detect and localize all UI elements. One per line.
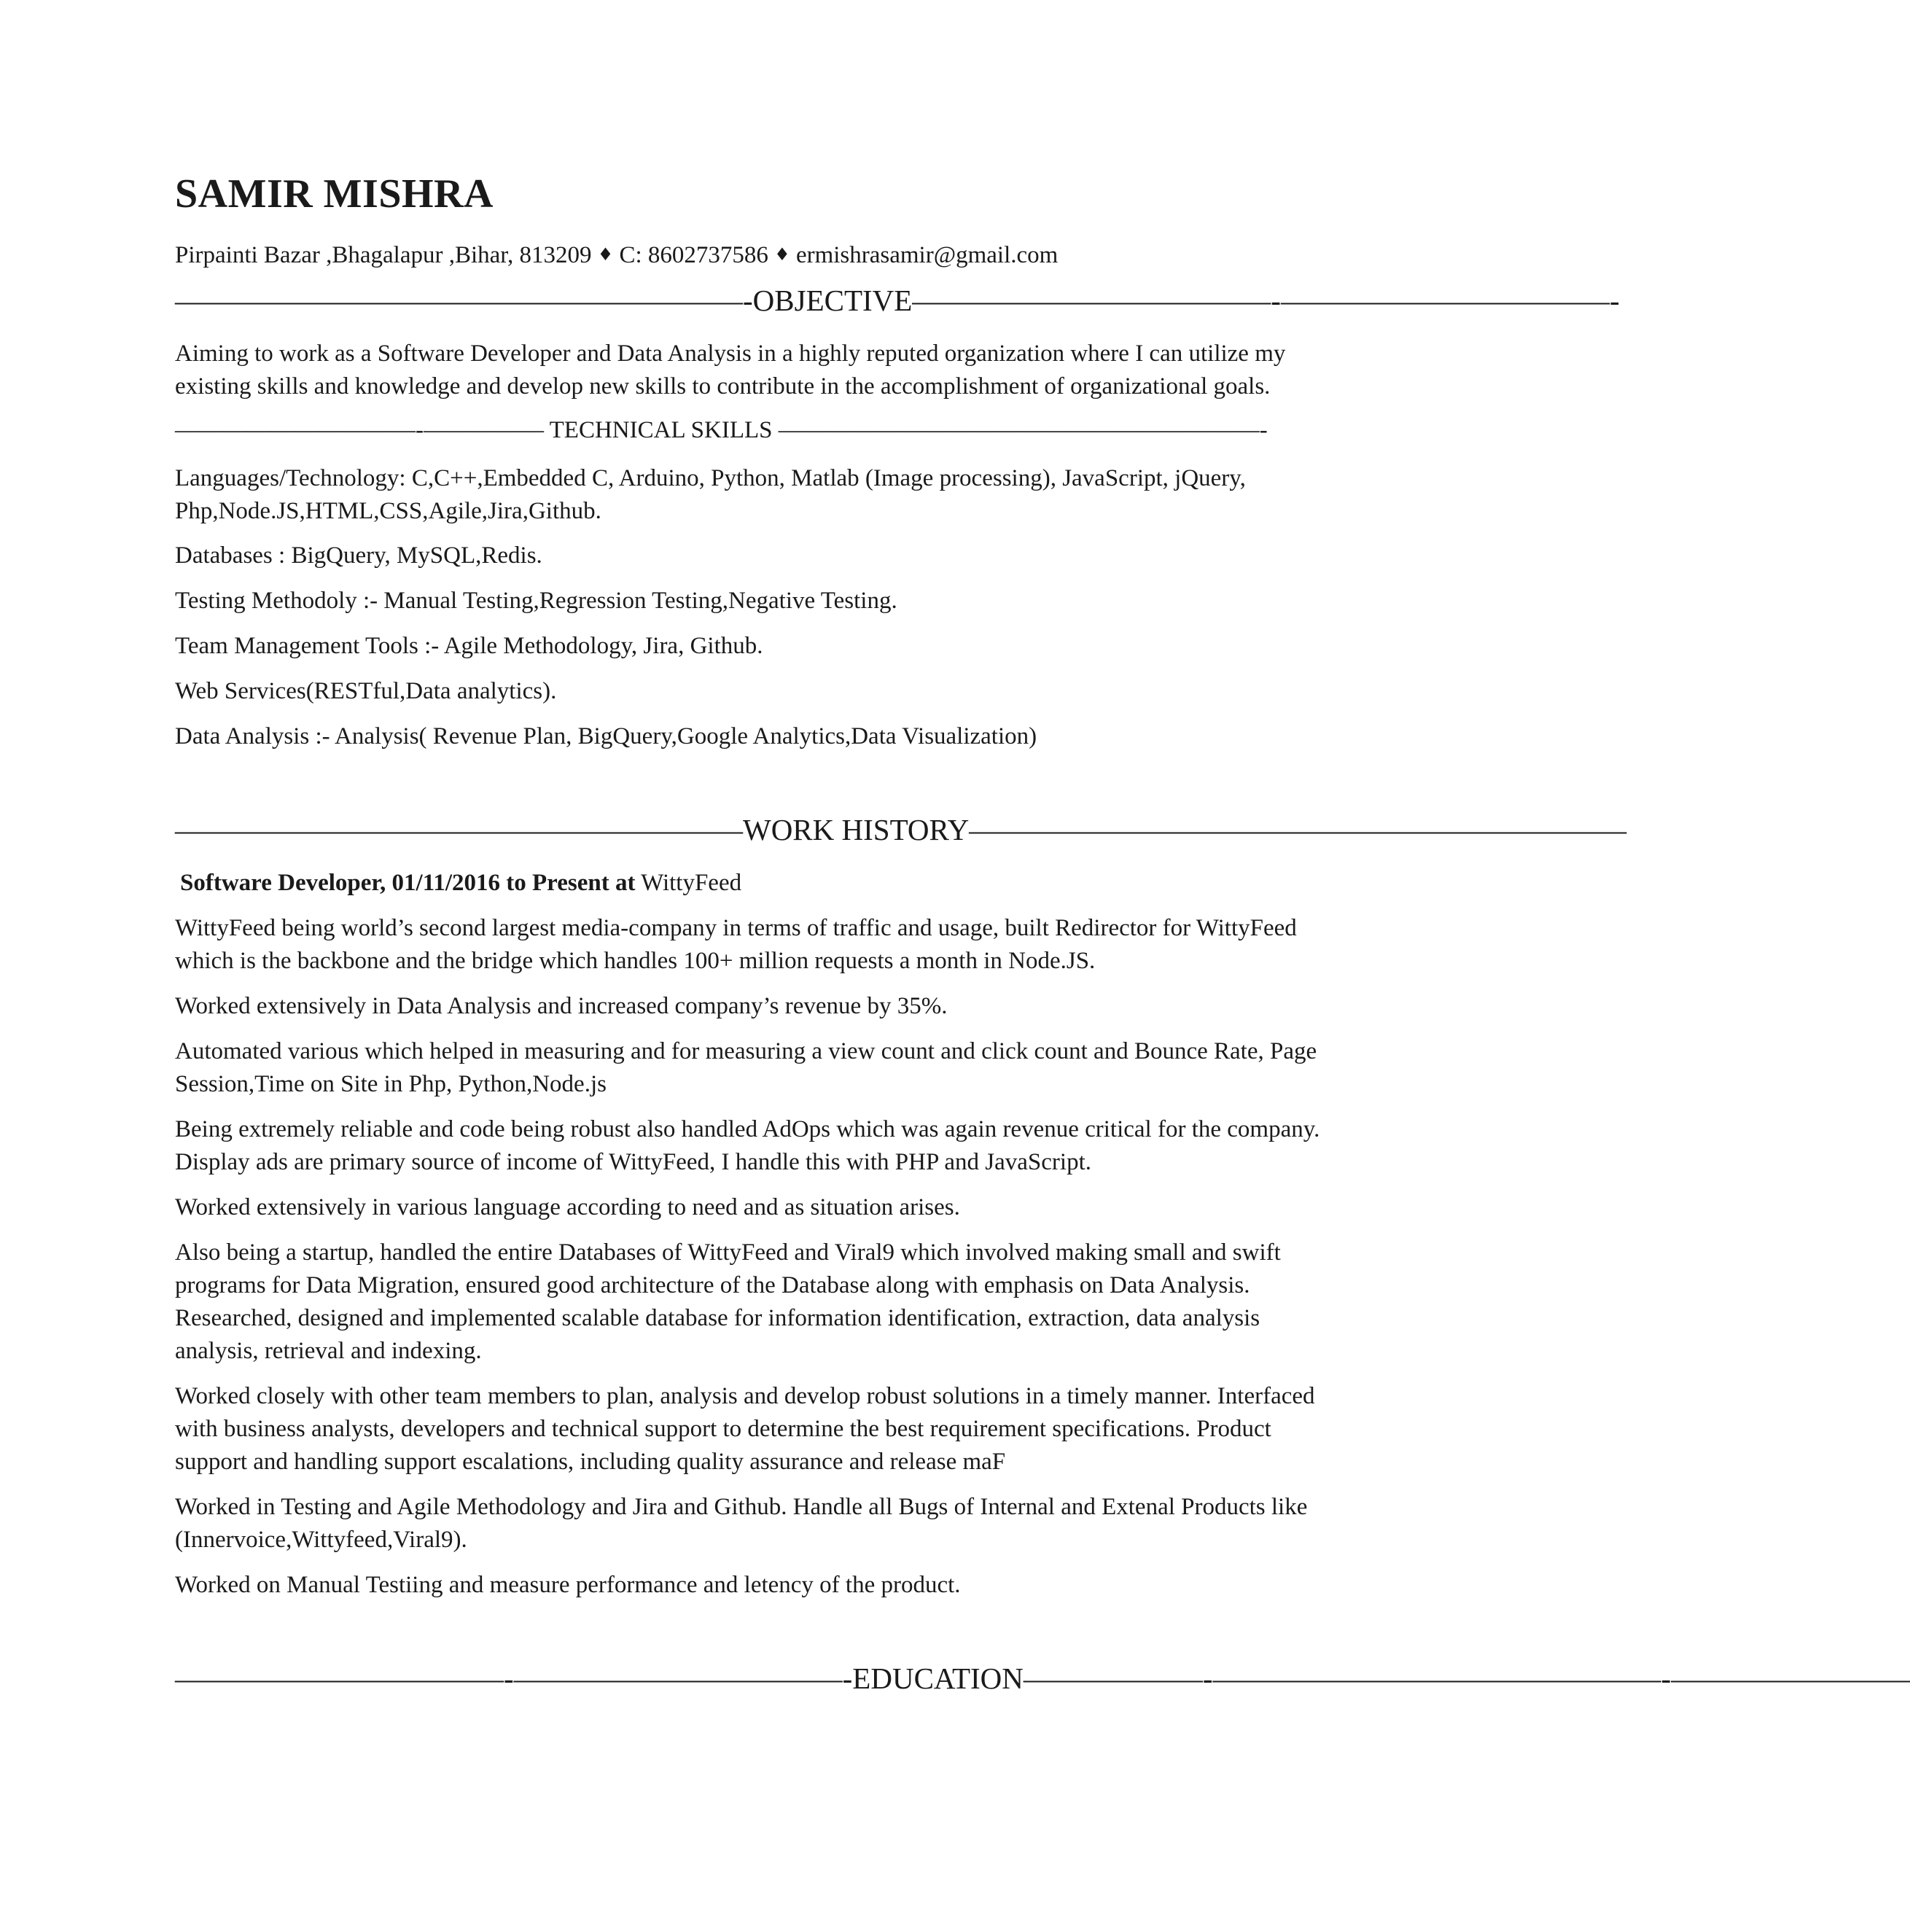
skills-databases: Databases : BigQuery, MySQL,Redis. xyxy=(175,542,542,569)
skills-data-analysis: Data Analysis :- Analysis( Revenue Plan, BigQuery,Google Analytics,Data Visualization) xyxy=(175,723,1037,749)
skills-languages: Languages/Technology: C,C++,Embedded C, Arduino, Python, Matlab (Image processing), JavaScript, jQuery, Php,Node.JS,HTML,CSS,Agile,Jira,Github. xyxy=(175,465,1246,524)
section-heading-objective: ———————————————————-OBJECTIVE————————————-———————————- xyxy=(175,284,1620,317)
section-heading-technical-skills: ——————————-————— TECHNICAL SKILLS ————————————————————- xyxy=(175,417,1268,443)
diamond-separator-icon: ♦ xyxy=(774,244,790,265)
work-paragraph: Worked on Manual Testiing and measure performance and letency of the product. xyxy=(175,1572,961,1598)
contact-line xyxy=(175,244,1058,268)
candidate-name: SAMIR MISHRA xyxy=(175,171,494,217)
skills-testing: Testing Methodoly :- Manual Testing,Regression Testing,Negative Testing. xyxy=(175,588,897,614)
skills-team-tools: Team Management Tools :- Agile Methodology, Jira, Github. xyxy=(175,633,763,659)
section-heading-work-history: ———————————————————WORK HISTORY—————————————————————— xyxy=(175,813,1627,846)
email: ermishrasamir@gmail.com xyxy=(795,242,1059,268)
work-paragraph: Worked extensively in various language according to need and as situation arises. xyxy=(175,1194,960,1220)
diamond-separator-icon: ♦ xyxy=(597,244,614,265)
skills-web-services: Web Services(RESTful,Data analytics). xyxy=(175,678,557,704)
phone: C: 8602737586 xyxy=(619,242,768,268)
job-role-dates: Software Developer, 01/11/2016 to Present at xyxy=(180,870,636,896)
work-paragraph: Worked closely with other team members to plan, analysis and develop robust solutions in a timely manner. Interfaced with business analysts, developers and technical support to determine the best requirement specifications. Product support and handling support escalations, including quality assurance and release maF xyxy=(175,1383,1315,1475)
section-heading-education: ———————————-———————————-EDUCATION——————-———————————————-———————— xyxy=(175,1662,1910,1695)
address: Pirpainti Bazar ,Bhagalapur ,Bihar, 813209 xyxy=(175,242,592,268)
work-paragraph: Being extremely reliable and code being robust also handled AdOps which was again revenue critical for the company. Display ads are primary source of income of WittyFeed, I handle this with PHP and JavaScript. xyxy=(175,1116,1320,1175)
work-paragraph: Also being a startup, handled the entire Databases of WittyFeed and Viral9 which involved making small and swift programs for Data Migration, ensured good architecture of the Database along with emphasis on Data Analysis. Researched, designed and implemented scalable database for information identification, extraction, data analysis analysis, retrieval and indexing. xyxy=(175,1239,1281,1364)
work-paragraph: Worked extensively in Data Analysis and increased company’s revenue by 35%. xyxy=(175,993,948,1019)
work-paragraph: Automated various which helped in measuring and for measuring a view count and click count and Bounce Rate, Page Session,Time on Site in Php, Python,Node.js xyxy=(175,1038,1317,1097)
job-company: WittyFeed xyxy=(635,870,742,896)
work-paragraph: Worked in Testing and Agile Methodology and Jira and Github. Handle all Bugs of Internal and Extenal Products like (Innervoice,Wittyfeed,Viral9). xyxy=(175,1494,1308,1553)
job-title xyxy=(180,871,741,895)
work-paragraph: WittyFeed being world’s second largest media-company in terms of traffic and usage, built Redirector for WittyFeed which is the backbone and the bridge which handles 100+ million requests a month in Node.JS. xyxy=(175,915,1297,974)
objective-text: Aiming to work as a Software Developer and Data Analysis in a highly reputed organization where I can utilize my existing skills and knowledge and develop new skills to contribute in the accomplishment of organizational goals. xyxy=(175,340,1286,400)
